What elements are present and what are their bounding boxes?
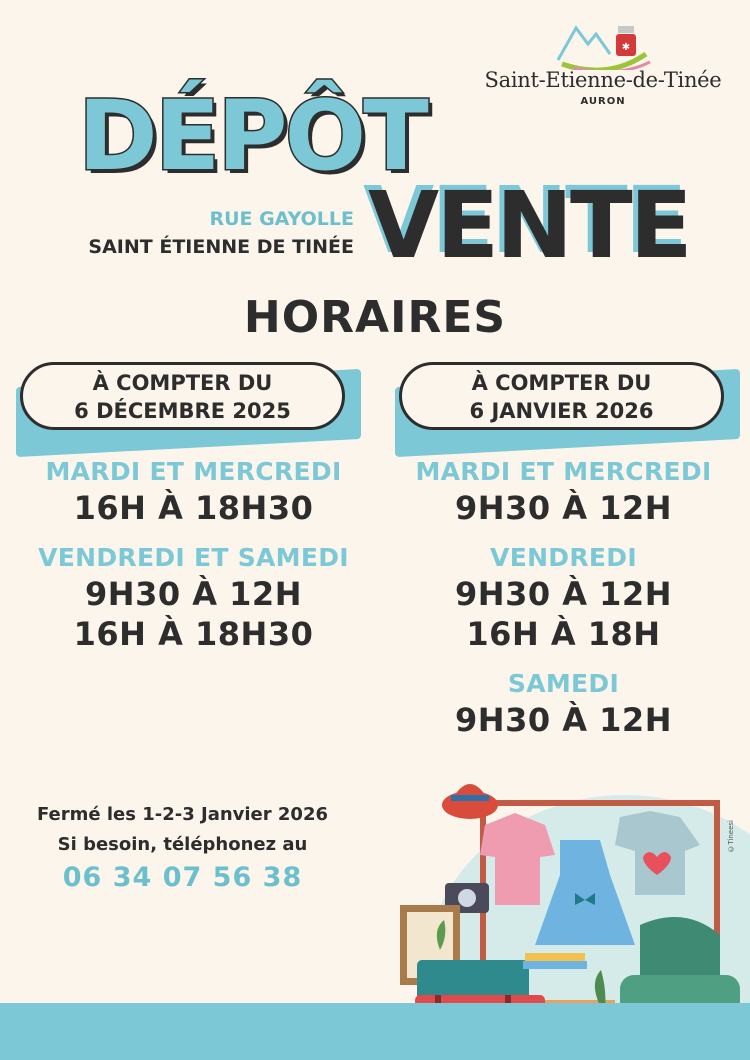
slot-hours: 16H À 18H30 [73,615,314,653]
slot-hours: 9H30 À 12H [455,701,672,739]
pill [20,362,345,430]
schedule-right [376,456,750,740]
slot-hours: 9H30 À 12H [85,575,302,613]
slot-hours: 9H30 À 12H [455,489,672,527]
period-label-left [16,362,361,452]
slot-hours: 16H À 18H [466,615,661,653]
slot-hours: 16H À 18H30 [73,489,314,527]
pill-line2: 6 DÉCEMBRE 2025 [74,399,291,423]
horaires-heading: HORAIRES [243,292,507,343]
slot-day: VENDREDI [490,543,637,572]
logo-name: Saint-Etienne-de-Tinée [484,68,722,92]
slot-hours: 9H30 À 12H [455,575,672,613]
slot-day: MARDI ET MERCREDI [45,457,342,486]
mountain-logo-icon [478,20,728,70]
slot-day: VENDREDI ET SAMEDI [38,543,349,572]
call-notice: Si besoin, téléphonez au [57,834,308,855]
logo-subtitle: AURON [580,96,626,107]
slot-day: MARDI ET MERCREDI [415,457,712,486]
closed-notice: Fermé les 1-2-3 Janvier 2026 [36,804,329,825]
period-label-right [395,362,740,452]
pill [399,362,724,430]
pill-line2: 6 JANVIER 2026 [469,399,654,423]
contact-info [0,800,365,896]
slot-day: SAMEDI [507,669,620,698]
title-depot: DÉPÔT [78,80,426,192]
pill-line1: À COMPTER DU [471,371,652,395]
title-vente: VENTE [368,172,690,279]
town-logo [478,20,728,120]
phone-number[interactable]: 06 34 07 56 38 [62,862,303,893]
address-street: RUE GAYOLLE [209,208,354,230]
credit: ©Tineesi [727,820,735,853]
bottom-band [0,1003,750,1060]
svg-text:✱: ✱ [621,42,631,53]
schedule-left [6,456,381,654]
address-town: SAINT ÉTIENNE DE TINÉE [88,236,354,258]
pill-line1: À COMPTER DU [92,371,273,395]
